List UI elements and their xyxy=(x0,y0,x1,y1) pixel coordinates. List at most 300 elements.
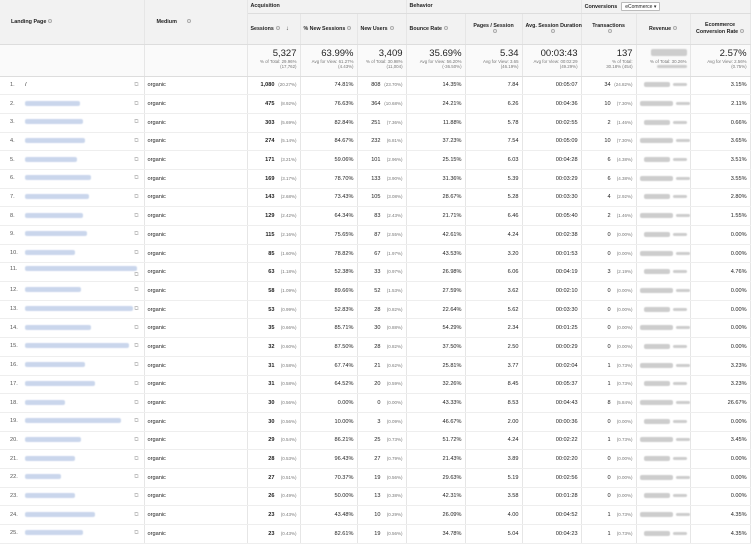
external-link-icon[interactable]: ⧉ xyxy=(134,492,139,499)
conv-rate-cell: 0.00% xyxy=(690,487,750,506)
landing-page-link[interactable] xyxy=(25,194,89,199)
table-row[interactable] xyxy=(0,169,750,188)
medium-cell[interactable]: organic xyxy=(144,282,247,301)
table-row[interactable] xyxy=(0,188,750,207)
transactions-cell: 34 (24.82%) xyxy=(581,76,636,95)
external-link-icon[interactable]: ⧉ xyxy=(134,271,139,278)
transactions-cell: 0 (0.00%) xyxy=(581,412,636,431)
table-row[interactable] xyxy=(0,487,750,506)
col-new-sessions[interactable]: % New Sessions xyxy=(300,13,357,44)
sessions-cell: 169 (3.17%) xyxy=(247,169,300,188)
new-sessions-cell: 50.00% xyxy=(300,487,357,506)
conv-rate-cell: 4.35% xyxy=(690,506,750,525)
total-transactions: 137 % of Total: 30.18% (454) xyxy=(581,44,636,76)
bounce-rate-cell: 34.78% xyxy=(406,525,465,544)
sessions-cell: 31 (0.58%) xyxy=(247,375,300,394)
landing-page-cell xyxy=(0,263,144,282)
medium-cell[interactable]: organic xyxy=(144,319,247,338)
avg-duration-cell: 00:01:28 xyxy=(522,487,581,506)
avg-duration-cell: 00:05:37 xyxy=(522,375,581,394)
avg-duration-cell: 00:02:55 xyxy=(522,113,581,132)
medium-cell[interactable]: organic xyxy=(144,338,247,357)
landing-page-cell xyxy=(0,450,144,469)
conv-rate-cell: 3.55% xyxy=(690,169,750,188)
medium-cell[interactable]: organic xyxy=(144,300,247,319)
landing-page-cell xyxy=(0,394,144,413)
new-sessions-cell: 86.21% xyxy=(300,431,357,450)
table-row[interactable] xyxy=(0,450,750,469)
revenue-cell xyxy=(636,525,690,544)
external-link-icon[interactable]: ⧉ xyxy=(134,399,139,406)
revenue-cell xyxy=(636,487,690,506)
new-sessions-cell: 73.43% xyxy=(300,188,357,207)
col-transactions[interactable]: Transactions xyxy=(581,13,636,44)
new-sessions-cell: 43.48% xyxy=(300,506,357,525)
landing-page-link[interactable] xyxy=(25,381,95,386)
new-users-cell: 19 (0.56%) xyxy=(357,525,406,544)
total-avg-duration: 00:03:43 Avg for View: 00:02:29 (49.29%) xyxy=(522,44,581,76)
conv-rate-cell: 0.00% xyxy=(690,412,750,431)
external-link-icon[interactable]: ⧉ xyxy=(134,324,139,331)
row-index: 15. xyxy=(10,343,18,350)
transactions-cell: 6 (4.38%) xyxy=(581,169,636,188)
external-link-icon[interactable]: ⧉ xyxy=(134,81,139,88)
new-users-cell: 10 (0.29%) xyxy=(357,506,406,525)
total-new-users: 3,409 % of Total: 30.98% (11,004) xyxy=(357,44,406,76)
medium-cell[interactable]: organic xyxy=(144,244,247,263)
conv-rate-cell: 3.65% xyxy=(690,132,750,151)
pages-session-cell: 7.84 xyxy=(465,76,522,95)
avg-duration-cell: 00:04:52 xyxy=(522,506,581,525)
transactions-cell: 0 (0.00%) xyxy=(581,244,636,263)
new-sessions-cell: 67.74% xyxy=(300,356,357,375)
transactions-cell: 0 (0.00%) xyxy=(581,319,636,338)
medium-cell[interactable]: organic xyxy=(144,431,247,450)
landing-page-link[interactable] xyxy=(25,325,91,330)
row-index: 19. xyxy=(10,418,18,425)
sessions-cell: 171 (3.21%) xyxy=(247,151,300,170)
total-new-sessions: 63.99% Avg for View: 61.27% (4.43%) xyxy=(300,44,357,76)
external-link-icon[interactable]: ⧉ xyxy=(134,212,139,219)
table-row[interactable] xyxy=(0,412,750,431)
pages-session-cell: 3.58 xyxy=(465,487,522,506)
new-users-cell: 0 (0.00%) xyxy=(357,394,406,413)
external-link-icon[interactable]: ⧉ xyxy=(134,287,139,294)
external-link-icon[interactable]: ⧉ xyxy=(134,119,139,126)
new-sessions-cell: 75.65% xyxy=(300,226,357,245)
medium-cell[interactable]: organic xyxy=(144,487,247,506)
table-row[interactable] xyxy=(0,151,750,170)
conv-rate-cell: 0.00% xyxy=(690,338,750,357)
landing-page-cell xyxy=(0,207,144,226)
medium-cell[interactable]: organic xyxy=(144,113,247,132)
landing-page-link[interactable] xyxy=(25,474,61,479)
revenue-cell xyxy=(636,226,690,245)
help-icon[interactable] xyxy=(276,26,280,30)
landing-page-link[interactable] xyxy=(25,266,137,271)
group-acquisition: Acquisition xyxy=(247,0,406,13)
external-link-icon[interactable]: ⧉ xyxy=(134,306,139,313)
transactions-cell: 0 (0.00%) xyxy=(581,226,636,245)
pages-session-cell: 6.03 xyxy=(465,151,522,170)
bounce-rate-cell: 29.63% xyxy=(406,468,465,487)
new-users-cell: 19 (0.56%) xyxy=(357,468,406,487)
transactions-cell: 4 (2.92%) xyxy=(581,188,636,207)
external-link-icon[interactable]: ⧉ xyxy=(134,436,139,443)
pages-session-cell: 5.62 xyxy=(465,300,522,319)
medium-cell[interactable]: organic xyxy=(144,263,247,282)
new-users-cell: 28 (0.82%) xyxy=(357,300,406,319)
table-row[interactable] xyxy=(0,356,750,375)
avg-duration-cell: 00:03:29 xyxy=(522,169,581,188)
medium-cell[interactable]: organic xyxy=(144,525,247,544)
landing-page-cell xyxy=(0,356,144,375)
landing-page-link[interactable] xyxy=(25,418,121,423)
external-link-icon[interactable]: ⧉ xyxy=(134,193,139,200)
pages-session-cell: 4.00 xyxy=(465,506,522,525)
avg-duration-cell: 00:04:23 xyxy=(522,525,581,544)
row-index: 23. xyxy=(10,492,18,499)
row-index: 7. xyxy=(10,193,15,200)
external-link-icon[interactable]: ⧉ xyxy=(134,418,139,425)
new-users-cell: 232 (6.81%) xyxy=(357,132,406,151)
bounce-rate-cell: 22.64% xyxy=(406,300,465,319)
medium-cell[interactable]: organic xyxy=(144,132,247,151)
row-index: 12. xyxy=(10,287,18,294)
help-icon[interactable] xyxy=(493,29,497,33)
pages-session-cell: 5.28 xyxy=(465,188,522,207)
avg-duration-cell: 00:04:28 xyxy=(522,151,581,170)
transactions-cell: 3 (2.19%) xyxy=(581,263,636,282)
help-icon[interactable] xyxy=(740,29,744,33)
conversions-select[interactable]: eCommerce ▾ xyxy=(621,2,660,11)
revenue-cell xyxy=(636,468,690,487)
medium-cell[interactable]: organic xyxy=(144,226,247,245)
landing-page-cell xyxy=(0,132,144,151)
sessions-cell: 27 (0.51%) xyxy=(247,468,300,487)
pages-session-cell: 8.45 xyxy=(465,375,522,394)
bounce-rate-cell: 26.09% xyxy=(406,506,465,525)
sessions-cell: 1,080 (20.27%) xyxy=(247,76,300,95)
col-landing-page[interactable]: Landing Page xyxy=(0,0,144,44)
sessions-cell: 58 (1.09%) xyxy=(247,282,300,301)
landing-page-link[interactable] xyxy=(25,213,83,218)
landing-page-link[interactable] xyxy=(25,437,81,442)
new-sessions-cell: 96.43% xyxy=(300,450,357,469)
table-row[interactable] xyxy=(0,525,750,544)
external-link-icon[interactable]: ⧉ xyxy=(134,137,139,144)
new-users-cell: 21 (0.62%) xyxy=(357,356,406,375)
col-new-users[interactable]: New Users xyxy=(357,13,406,44)
row-index: 14. xyxy=(10,324,18,331)
sessions-cell: 115 (2.16%) xyxy=(247,226,300,245)
landing-page-cell xyxy=(0,431,144,450)
group-conversions: Conversions eCommerce ▾ xyxy=(581,0,750,13)
landing-page-link[interactable] xyxy=(25,101,80,106)
landing-page-link[interactable] xyxy=(25,512,95,517)
help-icon[interactable] xyxy=(187,19,191,23)
landing-page-cell xyxy=(0,244,144,263)
table-row[interactable] xyxy=(0,506,750,525)
sessions-cell: 23 (0.43%) xyxy=(247,525,300,544)
medium-cell[interactable]: organic xyxy=(144,375,247,394)
total-revenue: % of Total: 30.26% xyxy=(636,44,690,76)
new-users-cell: 27 (0.79%) xyxy=(357,450,406,469)
col-revenue[interactable]: Revenue xyxy=(636,13,690,44)
row-index: 21. xyxy=(10,455,18,462)
row-index: 9. xyxy=(10,231,15,238)
sessions-cell: 29 (0.54%) xyxy=(247,431,300,450)
transactions-cell: 8 (5.84%) xyxy=(581,394,636,413)
conv-rate-cell: 0.00% xyxy=(690,244,750,263)
sessions-cell: 129 (2.42%) xyxy=(247,207,300,226)
bounce-rate-cell: 37.50% xyxy=(406,338,465,357)
group-behavior: Behavior xyxy=(406,0,581,13)
conv-rate-cell: 3.23% xyxy=(690,375,750,394)
external-link-icon[interactable]: ⧉ xyxy=(134,343,139,350)
landing-page-link[interactable] xyxy=(25,400,65,405)
landing-page-link[interactable]: / xyxy=(25,81,27,88)
avg-duration-cell: 00:00:36 xyxy=(522,412,581,431)
external-link-icon[interactable]: ⧉ xyxy=(134,250,139,257)
help-icon[interactable] xyxy=(48,19,52,23)
external-link-icon[interactable]: ⧉ xyxy=(134,175,139,182)
new-users-cell: 33 (0.97%) xyxy=(357,263,406,282)
medium-cell[interactable]: organic xyxy=(144,95,247,114)
conv-rate-cell: 0.00% xyxy=(690,226,750,245)
row-index: 3. xyxy=(10,119,15,126)
col-pages-session[interactable]: Pages / Session xyxy=(465,13,522,44)
avg-duration-cell: 00:04:19 xyxy=(522,263,581,282)
transactions-cell: 1 (0.73%) xyxy=(581,525,636,544)
total-pages-session: 5.34 Avg for View: 3.65 (46.19%) xyxy=(465,44,522,76)
new-sessions-cell: 70.37% xyxy=(300,468,357,487)
help-icon[interactable] xyxy=(347,26,351,30)
table-row[interactable] xyxy=(0,338,750,357)
external-link-icon[interactable]: ⧉ xyxy=(134,100,139,107)
table-row[interactable] xyxy=(0,76,750,95)
external-link-icon[interactable]: ⧉ xyxy=(134,455,139,462)
row-index: 2. xyxy=(10,100,15,107)
table-row[interactable] xyxy=(0,394,750,413)
pages-session-cell: 4.24 xyxy=(465,431,522,450)
revenue-cell xyxy=(636,263,690,282)
table-row[interactable] xyxy=(0,319,750,338)
medium-cell[interactable]: organic xyxy=(144,394,247,413)
pages-session-cell: 6.26 xyxy=(465,95,522,114)
avg-duration-cell: 00:05:09 xyxy=(522,132,581,151)
pages-session-cell: 6.06 xyxy=(465,263,522,282)
landing-page-link[interactable] xyxy=(25,157,77,162)
new-sessions-cell: 82.61% xyxy=(300,525,357,544)
landing-page-link[interactable] xyxy=(25,493,75,498)
landing-page-link[interactable] xyxy=(25,175,91,180)
sessions-cell: 30 (0.56%) xyxy=(247,394,300,413)
bounce-rate-cell: 31.36% xyxy=(406,169,465,188)
revenue-cell xyxy=(636,76,690,95)
bounce-rate-cell: 11.88% xyxy=(406,113,465,132)
new-sessions-cell: 64.52% xyxy=(300,375,357,394)
new-users-cell: 20 (0.59%) xyxy=(357,375,406,394)
bounce-rate-cell: 54.29% xyxy=(406,319,465,338)
table-row[interactable] xyxy=(0,132,750,151)
new-sessions-cell: 52.38% xyxy=(300,263,357,282)
medium-cell[interactable]: organic xyxy=(144,76,247,95)
sessions-cell: 274 (5.14%) xyxy=(247,132,300,151)
bounce-rate-cell: 32.26% xyxy=(406,375,465,394)
col-sessions[interactable]: Sessions ↓ xyxy=(247,13,300,44)
revenue-cell xyxy=(636,338,690,357)
conv-rate-cell: 3.15% xyxy=(690,76,750,95)
avg-duration-cell: 00:05:40 xyxy=(522,207,581,226)
pages-session-cell: 6.46 xyxy=(465,207,522,226)
conv-rate-cell: 3.23% xyxy=(690,356,750,375)
row-index: 11. xyxy=(10,265,18,272)
new-sessions-cell: 89.66% xyxy=(300,282,357,301)
new-users-cell: 83 (2.43%) xyxy=(357,207,406,226)
help-icon[interactable] xyxy=(390,26,394,30)
table-row[interactable] xyxy=(0,244,750,263)
external-link-icon[interactable]: ⧉ xyxy=(134,474,139,481)
transactions-cell: 0 (0.00%) xyxy=(581,282,636,301)
avg-duration-cell: 00:02:22 xyxy=(522,431,581,450)
landing-page-link[interactable] xyxy=(25,362,85,367)
external-link-icon[interactable]: ⧉ xyxy=(134,530,139,537)
new-sessions-cell: 78.70% xyxy=(300,169,357,188)
revenue-cell xyxy=(636,319,690,338)
avg-duration-cell: 00:02:10 xyxy=(522,282,581,301)
table-row[interactable] xyxy=(0,468,750,487)
transactions-cell: 1 (0.73%) xyxy=(581,356,636,375)
medium-cell[interactable]: organic xyxy=(144,207,247,226)
col-avg-duration[interactable]: Avg. Session Duration xyxy=(522,13,581,44)
revenue-cell xyxy=(636,412,690,431)
new-users-cell: 3 (0.09%) xyxy=(357,412,406,431)
new-sessions-cell: 64.34% xyxy=(300,207,357,226)
pages-session-cell: 4.24 xyxy=(465,226,522,245)
help-icon[interactable] xyxy=(608,29,612,33)
landing-page-link[interactable] xyxy=(25,250,75,255)
transactions-cell: 0 (0.00%) xyxy=(581,300,636,319)
landing-page-link[interactable] xyxy=(25,138,85,143)
table-row[interactable] xyxy=(0,207,750,226)
bounce-rate-cell: 46.67% xyxy=(406,412,465,431)
bounce-rate-cell: 43.33% xyxy=(406,394,465,413)
transactions-cell: 0 (0.00%) xyxy=(581,468,636,487)
new-sessions-cell: 74.81% xyxy=(300,76,357,95)
avg-duration-cell: 00:05:07 xyxy=(522,76,581,95)
table-row[interactable] xyxy=(0,226,750,245)
total-bounce-rate: 35.69% Avg for View: 56.20% (-36.50%) xyxy=(406,44,465,76)
new-users-cell: 28 (0.82%) xyxy=(357,338,406,357)
table-row[interactable] xyxy=(0,263,750,282)
conv-rate-cell: 1.55% xyxy=(690,207,750,226)
revenue-cell xyxy=(636,450,690,469)
medium-cell[interactable]: organic xyxy=(144,169,247,188)
landing-page-cell xyxy=(0,188,144,207)
avg-duration-cell: 00:00:29 xyxy=(522,338,581,357)
landing-page-cell xyxy=(0,151,144,170)
sessions-cell: 53 (0.99%) xyxy=(247,300,300,319)
medium-cell[interactable]: organic xyxy=(144,151,247,170)
medium-cell[interactable]: organic xyxy=(144,356,247,375)
revenue-cell xyxy=(636,95,690,114)
table-row[interactable] xyxy=(0,300,750,319)
landing-page-cell xyxy=(0,300,144,319)
pages-session-cell: 5.04 xyxy=(465,525,522,544)
new-users-cell: 105 (3.08%) xyxy=(357,188,406,207)
pages-session-cell: 5.78 xyxy=(465,113,522,132)
landing-page-link[interactable] xyxy=(25,306,133,311)
landing-page-cell xyxy=(0,412,144,431)
new-users-cell: 87 (2.55%) xyxy=(357,226,406,245)
landing-page-cell xyxy=(0,525,144,544)
row-index: 4. xyxy=(10,137,15,144)
col-medium[interactable]: Medium xyxy=(144,0,247,44)
medium-cell[interactable]: organic xyxy=(144,450,247,469)
sessions-cell: 30 (0.56%) xyxy=(247,412,300,431)
new-users-cell: 808 (23.70%) xyxy=(357,76,406,95)
new-users-cell: 251 (7.36%) xyxy=(357,113,406,132)
landing-page-link[interactable] xyxy=(25,456,75,461)
medium-cell[interactable]: organic xyxy=(144,188,247,207)
transactions-cell: 0 (0.00%) xyxy=(581,450,636,469)
table-row[interactable] xyxy=(0,431,750,450)
new-users-cell: 133 (3.90%) xyxy=(357,169,406,188)
external-link-icon[interactable]: ⧉ xyxy=(134,231,139,238)
col-bounce-rate[interactable]: Bounce Rate xyxy=(406,13,465,44)
landing-page-link[interactable] xyxy=(25,287,81,292)
landing-page-link[interactable] xyxy=(25,231,87,236)
landing-page-link[interactable] xyxy=(25,530,83,535)
new-sessions-cell: 78.82% xyxy=(300,244,357,263)
table-row[interactable] xyxy=(0,282,750,301)
medium-cell[interactable]: organic xyxy=(144,506,247,525)
table-row[interactable] xyxy=(0,113,750,132)
medium-cell[interactable]: organic xyxy=(144,412,247,431)
sort-desc-icon[interactable]: ↓ xyxy=(285,25,289,32)
medium-cell[interactable]: organic xyxy=(144,468,247,487)
table-row[interactable] xyxy=(0,95,750,114)
conv-rate-cell: 0.00% xyxy=(690,468,750,487)
table-row[interactable] xyxy=(0,375,750,394)
help-icon[interactable] xyxy=(444,26,448,30)
sessions-cell: 26 (0.49%) xyxy=(247,487,300,506)
col-conv-rate[interactable]: Ecommerce Conversion Rate xyxy=(690,13,750,44)
landing-page-link[interactable] xyxy=(25,119,83,124)
help-icon[interactable] xyxy=(551,29,555,33)
external-link-icon[interactable]: ⧉ xyxy=(134,156,139,163)
landing-page-link[interactable] xyxy=(25,343,129,348)
avg-duration-cell: 00:04:43 xyxy=(522,394,581,413)
new-sessions-cell: 84.67% xyxy=(300,132,357,151)
help-icon[interactable] xyxy=(673,26,677,30)
conv-rate-cell: 0.00% xyxy=(690,300,750,319)
bounce-rate-cell: 25.15% xyxy=(406,151,465,170)
transactions-cell: 1 (0.73%) xyxy=(581,506,636,525)
revenue-cell xyxy=(636,300,690,319)
new-sessions-cell: 76.63% xyxy=(300,95,357,114)
avg-duration-cell: 00:02:38 xyxy=(522,226,581,245)
external-link-icon[interactable]: ⧉ xyxy=(134,362,139,369)
row-index: 25. xyxy=(10,530,18,537)
pages-session-cell: 3.77 xyxy=(465,356,522,375)
external-link-icon[interactable]: ⧉ xyxy=(134,380,139,387)
avg-duration-cell: 00:03:30 xyxy=(522,300,581,319)
landing-page-cell xyxy=(0,506,144,525)
external-link-icon[interactable]: ⧉ xyxy=(134,511,139,518)
landing-page-cell xyxy=(0,487,144,506)
